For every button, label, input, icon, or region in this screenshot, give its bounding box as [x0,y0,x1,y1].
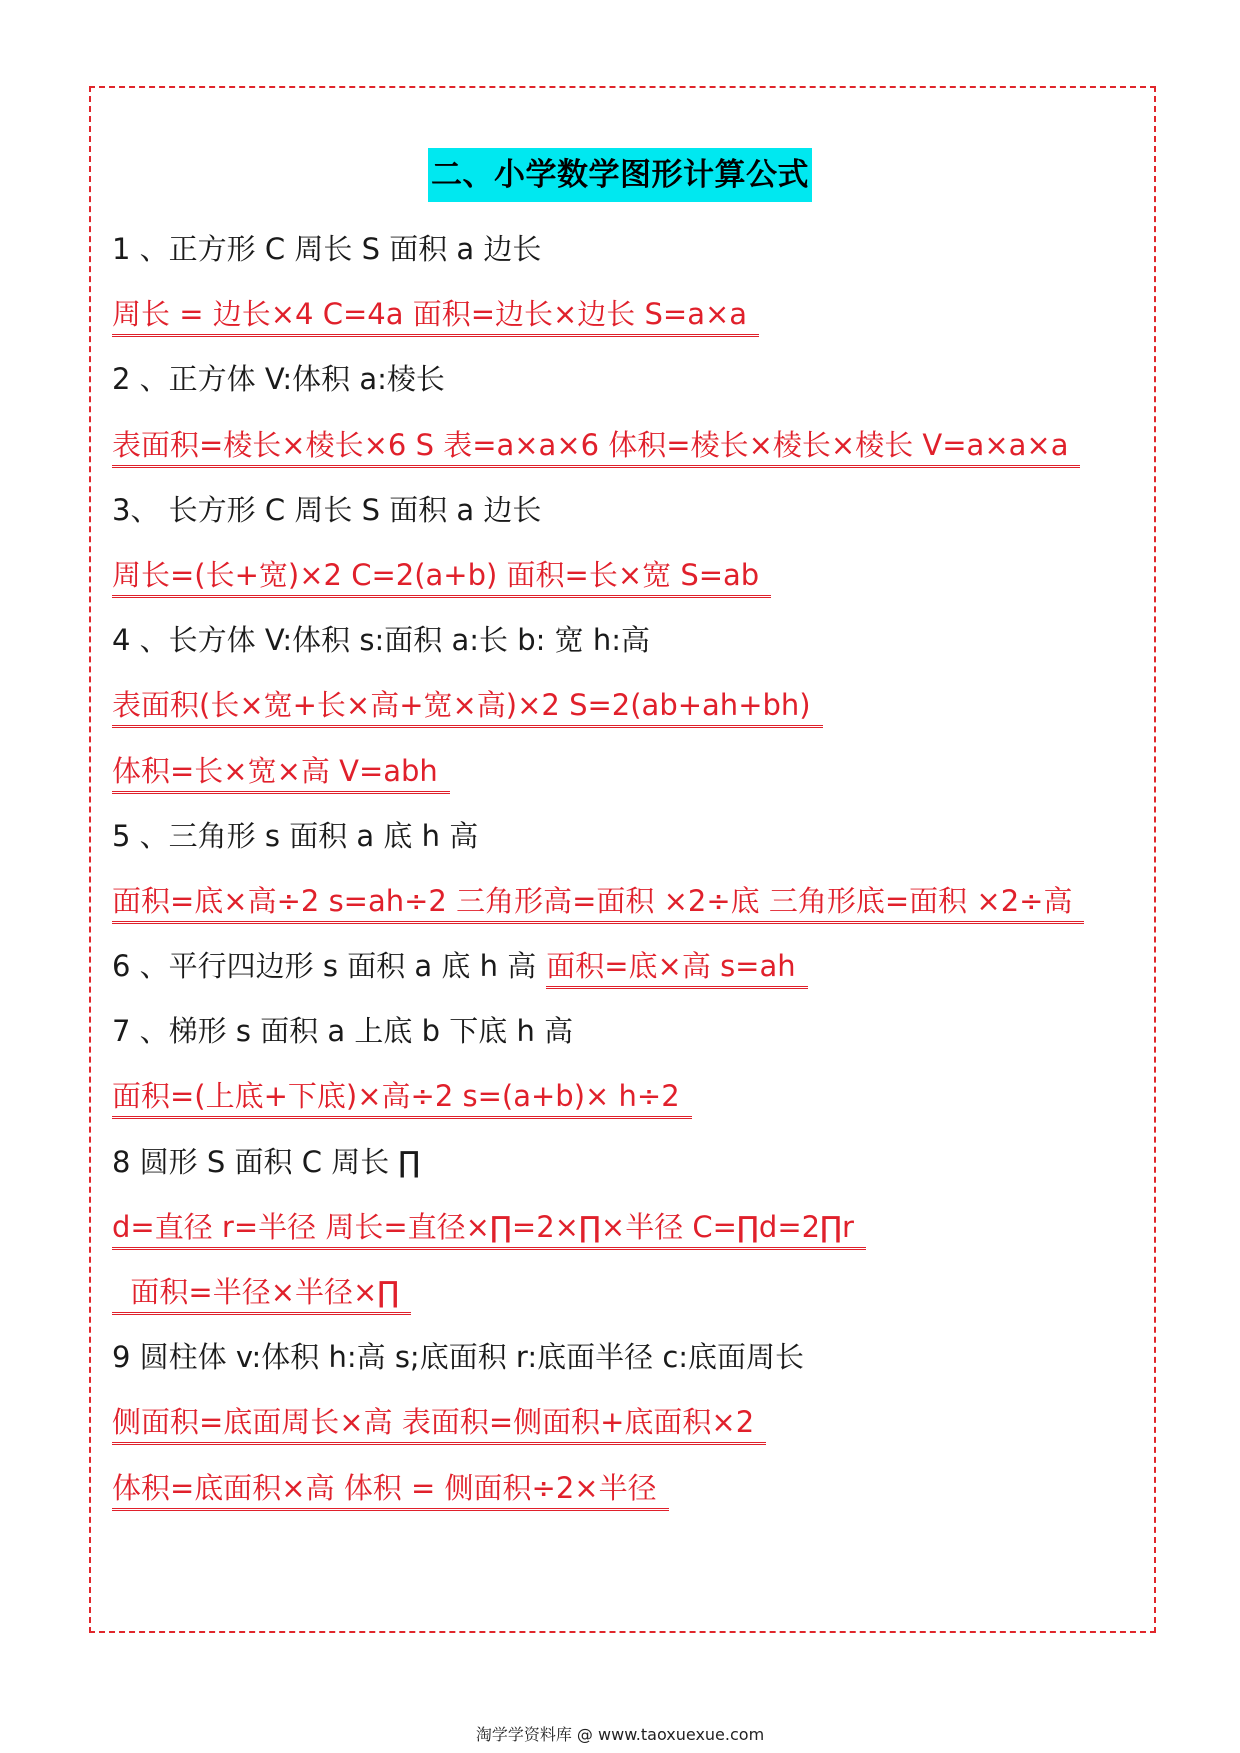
formula-list [112,218,1142,1522]
formula-line-cube [112,414,1142,479]
formula-text: 侧面积=底面周长×高 表面积=侧面积+底面积×2 [112,1402,766,1445]
formula-line-cuboid-surface [112,674,1142,739]
shape-heading-triangle [112,805,1142,870]
footer-watermark: 淘学学资料库 @ www.taoxuexue.com [475,1725,765,1744]
formula-line-circle-area [112,1261,1142,1326]
formula-text: 表面积(长×宽+长×高+宽×高)×2 S=2(ab+ah+bh) [112,685,823,728]
heading-text: 2 、正方体 V:体积 a:棱长 [112,362,445,397]
formula-text: 体积=底面积×高 体积 = 侧面积÷2×半径 [112,1468,669,1511]
formula-text: 面积=半径×半径×∏ [112,1272,411,1315]
title-wrapper [0,148,1240,202]
shape-heading-cylinder [112,1326,1142,1391]
formula-text: 表面积=棱长×棱长×6 S 表=a×a×6 体积=棱长×棱长×棱长 V=a×a×a [112,425,1080,468]
heading-text: 7 、梯形 s 面积 a 上底 b 下底 h 高 [112,1014,574,1049]
heading-text: 4 、长方体 V:体积 s:面积 a:长 b: 宽 h:高 [112,623,650,658]
formula-line-circle-perimeter [112,1196,1142,1261]
heading-text: 8 圆形 S 面积 C 周长 ∏ [112,1144,421,1179]
formula-line-trapezoid [112,1065,1142,1130]
formula-line-cuboid-volume [112,740,1142,805]
heading-text: 6 、平行四边形 s 面积 a 底 h 高 [112,949,537,984]
page-title: 二、小学数学图形计算公式 [428,148,812,202]
formula-text: 面积=(上底+下底)×高÷2 s=(a+b)× h÷2 [112,1076,692,1119]
shape-heading-cube [112,348,1142,413]
formula-text: d=直径 r=半径 周长=直径×∏=2×∏×半径 C=∏d=2∏r [112,1207,866,1250]
formula-text: 周长=(长+宽)×2 C=2(a+b) 面积=长×宽 S=ab [112,555,771,598]
formula-line-rectangle [112,544,1142,609]
heading-text: 5 、三角形 s 面积 a 底 h 高 [112,818,479,853]
shape-heading-rectangle [112,479,1142,544]
shape-heading-circle [112,1131,1142,1196]
shape-heading-trapezoid [112,1000,1142,1065]
formula-line-cylinder-surface [112,1391,1142,1456]
heading-text: 3、 长方形 C 周长 S 面积 a 边长 [112,492,542,527]
formula-text: 体积=长×宽×高 V=abh [112,751,450,794]
formula-text: 周长 = 边长×4 C=4a 面积=边长×边长 S=a×a [112,294,759,337]
shape-heading-square [112,218,1142,283]
formula-line-triangle [112,870,1142,935]
heading-text: 9 圆柱体 v:体积 h:高 s;底面积 r:底面半径 c:底面周长 [112,1340,805,1375]
formula-line-square [112,283,1142,348]
formula-line-cylinder-volume [112,1457,1142,1522]
formula-text: 面积=底×高 s=ah [546,946,807,989]
shape-heading-cuboid [112,609,1142,674]
heading-text: 1 、正方形 C 周长 S 面积 a 边长 [112,232,542,266]
shape-heading-parallelogram [112,935,1142,1000]
formula-text: 面积=底×高÷2 s=ah÷2 三角形高=面积 ×2÷底 三角形底=面积 ×2÷高 [112,881,1084,924]
